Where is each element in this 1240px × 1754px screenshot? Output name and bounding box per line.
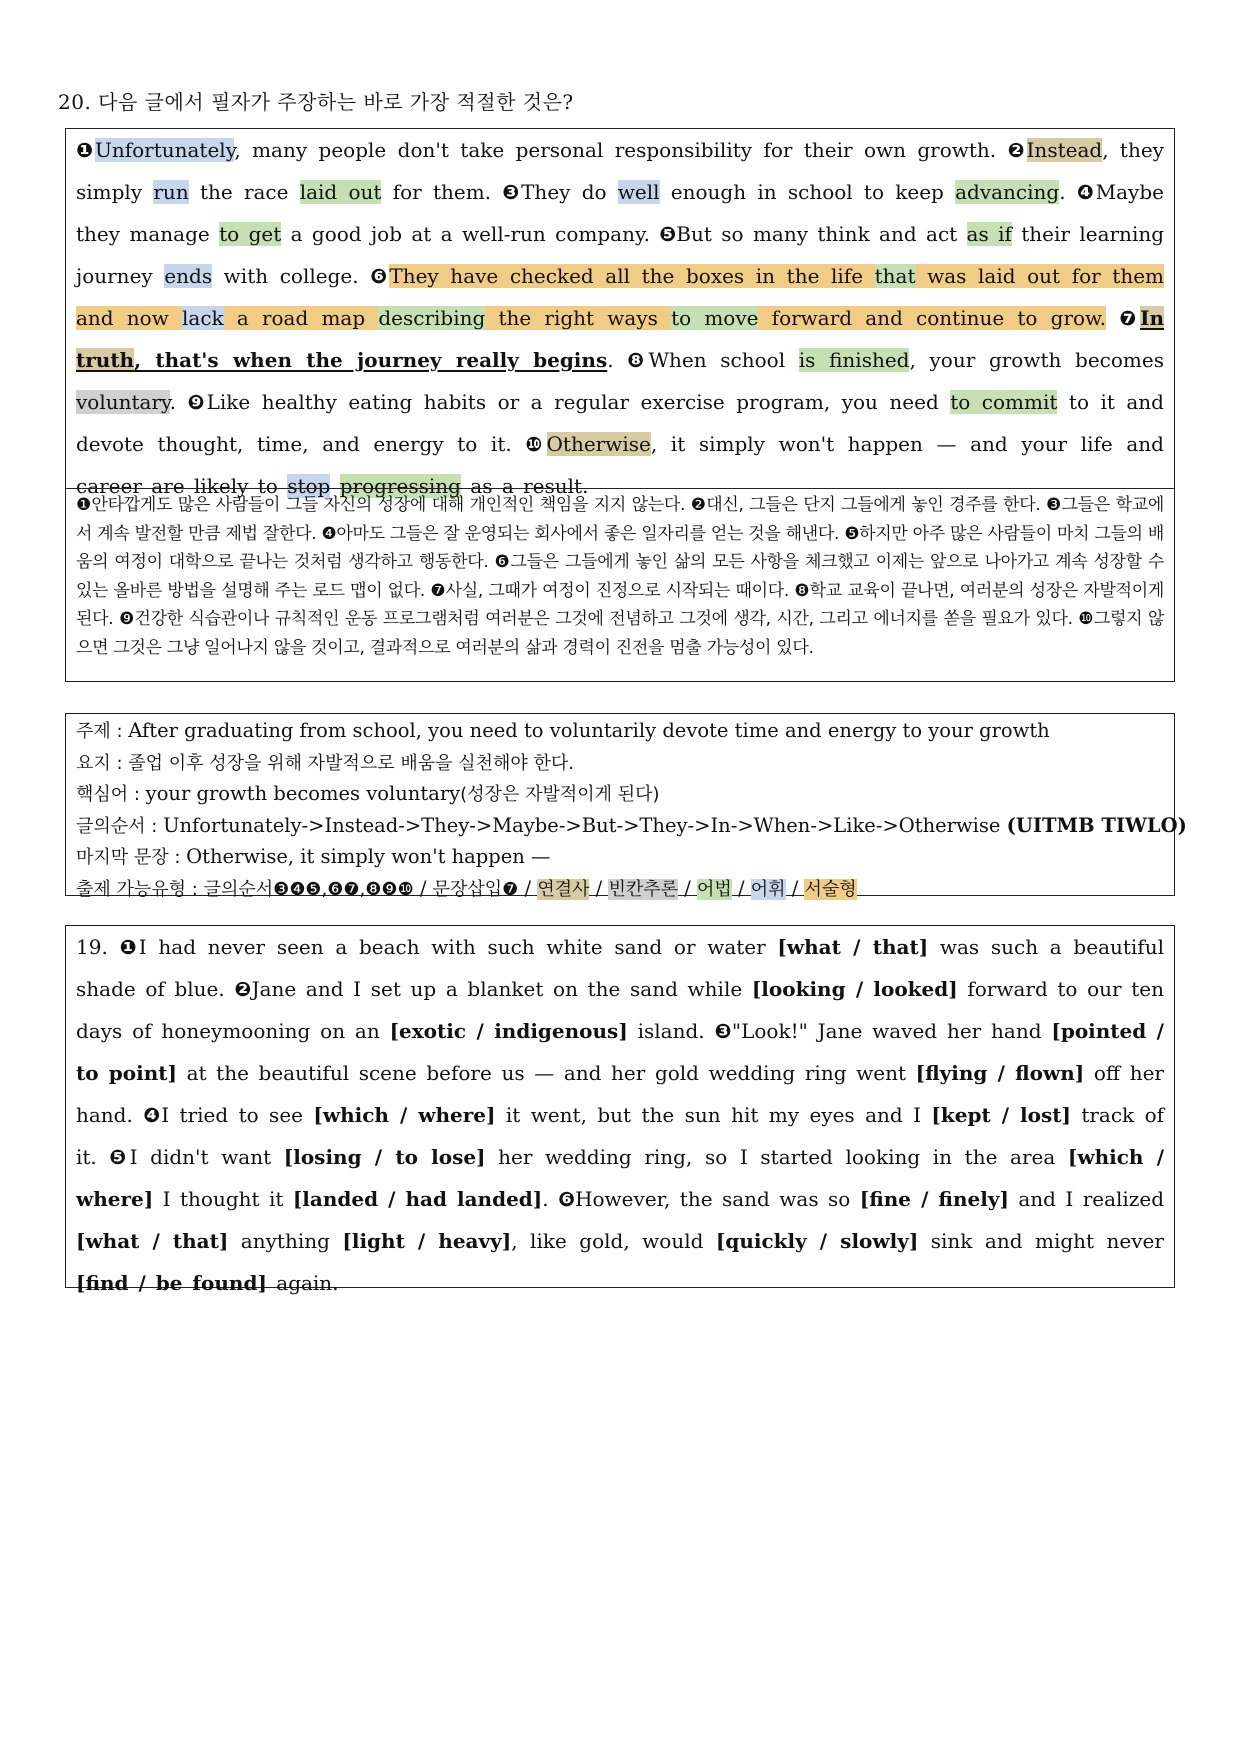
text-run: .: [169, 390, 188, 414]
text-run: But so many think and act: [676, 222, 967, 246]
question-type-tag: 서술형: [804, 878, 857, 900]
text-run: Maybe they manage: [76, 180, 1164, 246]
text-run: They do: [521, 180, 618, 204]
choice-bracket: [kept / lost]: [931, 1103, 1071, 1127]
choice-bracket: [losing / to lose]: [283, 1145, 486, 1169]
keyword-en: your growth becomes voluntary: [145, 782, 461, 805]
highlight-green: is finished: [798, 348, 910, 372]
highlight-green: to commit: [950, 390, 1058, 414]
highlight-blue: lack: [182, 306, 224, 330]
text-run: the race: [188, 180, 300, 204]
text-run: track of it.: [76, 1103, 1165, 1169]
highlight-orange: a road map: [223, 306, 379, 330]
choice-bracket: [which / where]: [313, 1103, 496, 1127]
sentence-number-icon: ❷: [234, 977, 252, 1001]
text-run: it went, but the sun hit my eyes and I: [495, 1103, 932, 1127]
highlight-green: laid out: [299, 180, 382, 204]
text-run: to it and devote thought, time, and energy to it.: [76, 390, 1164, 456]
highlight-blue: Unfortunately: [94, 138, 235, 162]
sentence-number-icon: ❺: [109, 1145, 130, 1169]
text-run: I tried to see: [161, 1103, 314, 1127]
sentence-number-icon: ❾: [187, 390, 207, 414]
text-run: for them.: [381, 180, 503, 204]
question-type-tag: 어휘: [750, 878, 786, 900]
text-run: [1106, 306, 1119, 330]
highlight-orange: They have checked all the boxes in the life: [389, 264, 875, 288]
highlight-blue: ends: [164, 264, 213, 288]
choice-bracket: [find / be found]: [76, 1271, 267, 1295]
sentence-number-icon: ❻: [558, 1187, 576, 1211]
summary-topic: 주제 : After graduating from school, you need to voluntarily devote time and energy to your growth: [76, 719, 1050, 742]
text-run: off her hand.: [76, 1061, 1164, 1127]
types-insert: 문장삽입❼: [432, 878, 519, 900]
summary-box: [65, 713, 1187, 900]
sentence-number-icon: ❿: [525, 432, 547, 456]
text-run: and I realized: [1008, 1187, 1164, 1211]
sentence-number-icon: ❶: [119, 935, 139, 959]
highlight-blue: run: [153, 180, 189, 204]
text-run: I thought it: [153, 1187, 293, 1211]
question-20-title: 20. 다음 글에서 필자가 주장하는 바로 가장 적절한 것은?: [58, 90, 574, 114]
highlight-green: describing: [378, 306, 486, 330]
sentence-number-icon: ❹: [1076, 180, 1096, 204]
text-run: their learning journey: [76, 222, 1165, 288]
sentence-number-icon: ❷: [1007, 138, 1027, 162]
text-run: , your growth becomes: [909, 348, 1164, 372]
highlight-blue: stop: [287, 474, 331, 498]
highlight-orange: forward and continue to grow.: [758, 306, 1107, 330]
text-run: , they simply: [76, 138, 1164, 204]
choice-bracket: [what / that]: [777, 935, 929, 959]
text-run: at the beautiful scene before us — and her gold wedding ring went: [176, 1061, 916, 1085]
text-run: , like gold, would: [511, 1229, 716, 1253]
highlight-tan: In truth: [76, 306, 1165, 372]
text-run: , it simply won't happen — and your life and career are likely to: [76, 432, 1164, 498]
text-run: sink and might never: [918, 1229, 1164, 1253]
question-type-tag: 빈칸추론: [608, 878, 679, 900]
summary-order: 글의순서 : Unfortunately->Instead->They->Maybe->But->They->In->When->Like->Otherwise (UITMB TIWLO): [76, 813, 1187, 837]
choice-bracket: [flying / flown]: [915, 1061, 1085, 1085]
choice-bracket: [quickly / slowly]: [715, 1229, 919, 1253]
text-run: again.: [266, 1271, 339, 1295]
choice-bracket: [light / heavy]: [342, 1229, 512, 1253]
highlight-orange: the right ways: [485, 306, 672, 330]
highlight-blue: well: [617, 180, 660, 204]
text-run: was such a beautiful shade of blue.: [76, 935, 1164, 1001]
types-order: 글의순서❸❹❺,❻❼,❽❾❿: [203, 878, 414, 900]
gist-text: 졸업 이후 성장을 위해 자발적으로 배움을 실천해야 한다.: [128, 752, 574, 774]
sentence-1: [76, 138, 1008, 162]
question-19-passage: [65, 925, 1175, 1295]
text-run: anything: [228, 1229, 343, 1253]
sentence-number-icon: ❶: [76, 138, 95, 162]
highlight-green: progressing: [339, 474, 461, 498]
highlight-gray: voluntary: [76, 390, 170, 414]
text-run: Jane and I set up a blanket on the sand while: [251, 977, 752, 1001]
topic-text: After graduating from school, you need to voluntarily devote time and energy to your growth: [128, 719, 1050, 742]
sentence-number-icon: ❺: [659, 222, 677, 246]
summary-keyword: 핵심어 : your growth becomes voluntary(성장은 자발적이게 된다): [76, 782, 660, 805]
text-run: I had never seen a beach with such white sand or water: [138, 935, 778, 959]
choice-bracket: [fine / finely]: [859, 1187, 1009, 1211]
summary-question-types: 출제 가능유형 : 글의순서❸❹❺,❻❼,❽❾❿ / 문장삽입❼ / 연결사 / 빈칸추론 / 어법 / 어휘 / 서술형: [76, 876, 857, 900]
order-abbr: (UITMB TIWLO): [1006, 813, 1187, 837]
question-20-translation: ❶안타깝게도 많은 사람들이 그들 자신의 성장에 대해 개인적인 책임을 지지 않는다. ❷대신, 그들은 단지 그들에게 놓인 경주를 한다. ❸그들은 학교에서 계속 발전할 만큼 제법 잘한다. ❹아마도 그들은 잘 운영되는 회사에서 좋은 일자리를 얻는 것을 해낸다. ❺하지만 아주 많은 사람들이 마치 그들의 배움의 여정이 대학으로 끝나는 것처럼 생각하고 행동한다. ❻그들은 그들에게 놓인 삶의 모든 사항을 체크했고 이제는 앞으로 나아가고 계속 성장할 수 있는 올바른 방법을 설명해 주는 로드 맵이 없다. ❼사실, 그때가 여정이 진정으로 시작되는 때이다. ❽학교 교육이 끝나면, 여러분의 성장은 자발적이게 된다. ❾건강한 식습관이나 규칙적인 운동 프로그램처럼 여러분은 그것에 전념하고 그것에 생각, 시간, 그리고 에너지를 쏟을 필요가 있다. ❿그렇지 않으면 그것은 그냥 일어나지 않을 것이고, 결과적으로 여러분의 삶과 경력이 진전을 멈출 가능성이 있다.: [65, 488, 1175, 682]
highlight-green: advancing: [955, 180, 1060, 204]
text-run: as a result.: [460, 474, 589, 498]
choice-bracket: [which / where]: [76, 1145, 1164, 1211]
choice-bracket: [looking / looked]: [751, 977, 958, 1001]
last-sentence-text: Otherwise, it simply won't happen —: [186, 845, 551, 868]
sentence-3: [502, 180, 1077, 204]
text-run: However, the sand was so: [575, 1187, 860, 1211]
summary-gist: 요지 : 졸업 이후 성장을 위해 자발적으로 배움을 실천해야 한다.: [76, 752, 574, 774]
choice-bracket: [pointed / to point]: [76, 1019, 1164, 1085]
order-text: Unfortunately->Instead->They->Maybe->But->They->In->When->Like->Otherwise: [163, 813, 1001, 837]
text-run: a good job at a well-run company.: [281, 222, 660, 246]
highlight-green: as if: [966, 222, 1012, 246]
text-run: When school: [648, 348, 799, 372]
text-run: forward to our ten days of honeymooning on an: [76, 977, 1165, 1043]
text-run: island.: [627, 1019, 715, 1043]
question-type-tag: 어법: [696, 878, 732, 900]
highlight-green: that: [874, 264, 916, 288]
text-run: I didn't want: [129, 1145, 284, 1169]
text-run: "Look!" Jane waved her hand: [731, 1019, 1052, 1043]
text-run: Like healthy eating habits or a regular exercise program, you need: [206, 390, 951, 414]
sentence-number-icon: ❽: [627, 348, 649, 372]
text-run: with college.: [212, 264, 371, 288]
question-19-number: 19.: [76, 935, 120, 959]
choice-bracket: [what / that]: [76, 1229, 229, 1253]
text-run: .: [607, 348, 628, 372]
sentence-number-icon: ❸: [502, 180, 522, 204]
text-run: , that's when the journey really begins: [134, 348, 608, 372]
text-run: her wedding ring, so I started looking in the area: [485, 1145, 1068, 1169]
text-run: enough in school to keep: [659, 180, 956, 204]
text-run: .: [542, 1187, 559, 1211]
question-type-tag: 연결사: [537, 878, 590, 900]
highlight-tan: Otherwise: [546, 432, 651, 456]
sentence-number-icon: ❸: [714, 1019, 732, 1043]
choice-bracket: [landed / had landed]: [292, 1187, 543, 1211]
keyword-ko: (성장은 자발적이게 된다): [460, 784, 660, 805]
text-run: .: [1059, 180, 1077, 204]
highlight-orange: was laid out for them and now: [76, 264, 1165, 330]
highlight-tan: Instead: [1026, 138, 1103, 162]
choice-bracket: [exotic / indigenous]: [389, 1019, 628, 1043]
highlight-green: to move: [671, 306, 759, 330]
sentence-number-icon: ❻: [370, 264, 390, 288]
sentence-number-icon: ❹: [143, 1103, 162, 1127]
summary-last-sentence: 마지막 문장 : Otherwise, it simply won't happen —: [76, 845, 551, 868]
highlight-green: to get: [219, 222, 282, 246]
sentence-number-icon: ❼: [1119, 306, 1141, 330]
question-20-passage: [65, 128, 1175, 498]
text-run: , many people don't take personal responsibility for their own growth.: [234, 138, 1008, 162]
